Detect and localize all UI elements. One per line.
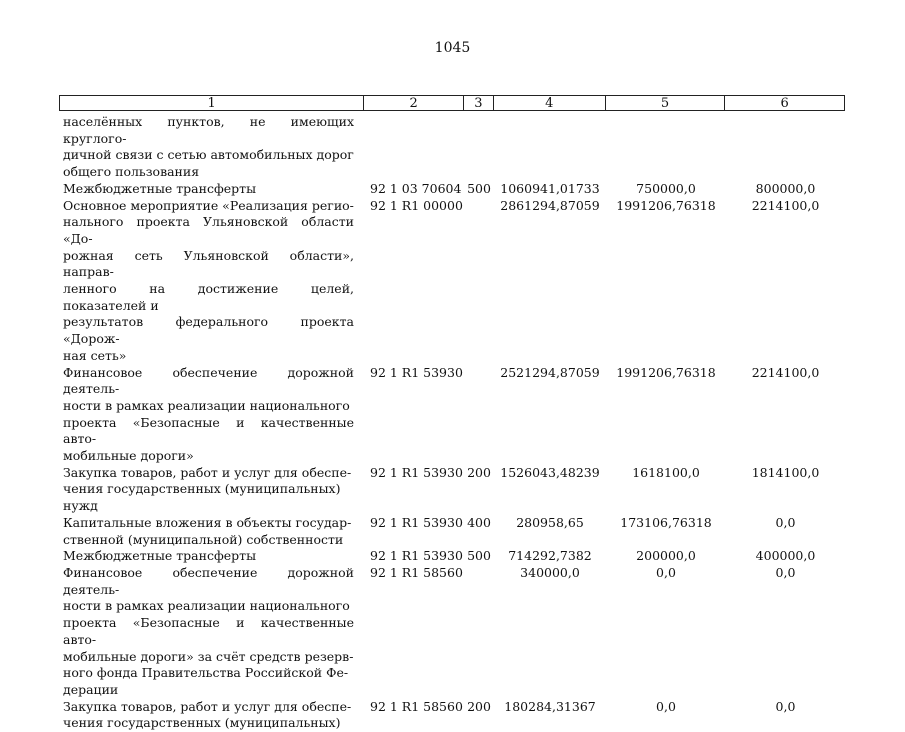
description-line: Межбюджетные трансферты: [63, 180, 257, 196]
description-line: общего пользования: [63, 164, 200, 180]
row-description: [59, 515, 364, 548]
description-line: ленного на достижение целей, показателей и: [63, 281, 354, 313]
row-code: 92 1 R1 53930: [370, 364, 463, 380]
row-value-col6: 0,0: [775, 514, 796, 530]
row-value-col6: 800000,0: [755, 180, 816, 196]
column-header-4: 4: [494, 96, 606, 110]
row-value-col5: 1991206,76318: [616, 197, 716, 213]
table-row: [59, 565, 845, 699]
description-line: дерации: [63, 681, 119, 697]
row-value-col6: 0,0: [775, 564, 796, 580]
row-description: [59, 565, 364, 699]
row-value-col5: 0,0: [656, 698, 676, 714]
row-value-col4: 180284,31367: [504, 698, 596, 714]
row-code: [364, 114, 464, 181]
row-expense-type: 200: [467, 698, 491, 714]
column-header-5: 5: [606, 96, 726, 110]
row-description: [59, 198, 364, 365]
description-line: Финансовое обеспечение дорожной деятель-: [63, 564, 354, 597]
description-line: ности в рамках реализации национального: [63, 397, 350, 413]
row-description: [59, 699, 364, 732]
row-expense-type: [464, 114, 494, 181]
row-expense-type: [464, 198, 494, 365]
description-line: Межбюджетные трансферты: [63, 548, 257, 564]
table-row: [59, 365, 845, 465]
table-row: [59, 699, 845, 732]
row-value-col6: 1814100,0: [751, 464, 820, 480]
description-line: населённых пунктов, не имеющих круглого-: [63, 114, 354, 146]
page-number: 1045: [434, 40, 471, 56]
row-value-col5: [606, 114, 726, 181]
table-row: [59, 515, 845, 548]
row-value-col5: 173106,76318: [620, 514, 712, 530]
description-line: нального проекта Ульяновской области «До-: [63, 214, 354, 246]
description-line: ного фонда Правительства Российской Фе-: [63, 665, 349, 681]
table-row: [59, 181, 845, 198]
description-line: мобильные дороги» за счёт средств резерв-: [63, 648, 354, 664]
description-line: ности в рамках реализации национального: [63, 598, 350, 614]
table-row: [59, 114, 845, 181]
description-line: дичной связи с сетью автомобильных дорог: [63, 147, 354, 163]
column-header-2: 2: [364, 96, 464, 110]
row-value-col6: 2214100,0: [751, 364, 820, 380]
description-line: мобильные дороги»: [63, 448, 194, 464]
row-value-col4: 2521294,87059: [500, 364, 600, 380]
column-header-6: 6: [780, 96, 789, 111]
description-line: ная сеть»: [63, 347, 127, 363]
row-description: [59, 181, 364, 198]
description-line: ственной (муниципальной) собственности: [63, 531, 344, 547]
table-body: [59, 114, 845, 732]
row-value-col5: 1991206,76318: [616, 364, 716, 380]
row-expense-type: 400: [467, 514, 491, 530]
row-value-col6: 400000,0: [755, 548, 816, 564]
row-expense-type: [464, 365, 494, 465]
row-expense-type: 500: [467, 180, 491, 196]
description-line: результатов федерального проекта «Дорож-: [63, 314, 354, 347]
description-line: проекта «Безопасные и качественные авто-: [63, 615, 354, 647]
column-header-3: 3: [464, 96, 494, 110]
row-value-col4: 280958,65: [516, 514, 584, 530]
description-line: Закупка товаров, работ и услуг для обеспе-: [63, 698, 352, 714]
row-code: 92 1 R1 53930: [370, 548, 463, 564]
row-value-col4: 1060941,01733: [500, 180, 600, 196]
row-value-col4: 2861294,87059: [500, 197, 600, 213]
column-header-1: 1: [60, 96, 364, 110]
row-description: [59, 465, 364, 515]
row-value-col4: 340000,0: [520, 564, 580, 580]
row-code: 92 1 03 70604: [370, 180, 462, 196]
table-row: [59, 548, 845, 565]
row-value-col5: 750000,0: [636, 180, 696, 196]
row-code: 92 1 R1 53930: [370, 514, 463, 530]
row-code: 92 1 R1 53930: [370, 464, 463, 480]
row-value-col4: 714292,7382: [508, 548, 592, 564]
row-expense-type: 500: [467, 548, 491, 564]
description-line: Основное мероприятие «Реализация регио-: [63, 197, 354, 213]
description-line: нужд: [63, 498, 98, 514]
row-value-col5: 0,0: [656, 564, 676, 580]
row-value-col6: [726, 114, 845, 181]
row-description: [59, 114, 364, 181]
row-value-col6: 2214100,0: [751, 197, 820, 213]
description-line: Капитальные вложения в объекты государ-: [63, 514, 352, 530]
row-expense-type: 200: [467, 464, 491, 480]
description-line: рожная сеть Ульяновской области», направ-: [63, 247, 354, 280]
row-expense-type: [464, 565, 494, 699]
table-header-row: [59, 95, 845, 111]
description-line: чения государственных (муниципальных): [63, 481, 341, 497]
row-value-col6: 0,0: [775, 698, 796, 714]
row-value-col4: [494, 114, 606, 181]
description-line: проекта «Безопасные и качественные авто-: [63, 414, 354, 447]
description-line: Финансовое обеспечение дорожной деятель-: [63, 364, 354, 397]
row-value-col5: 1618100,0: [632, 464, 700, 480]
row-description: [59, 548, 364, 565]
row-value-col5: 200000,0: [636, 548, 696, 564]
description-line: Закупка товаров, работ и услуг для обеспе-: [63, 464, 352, 480]
row-value-col4: 1526043,48239: [500, 464, 600, 480]
table-row: [59, 198, 845, 365]
row-code: 92 1 R1 00000: [370, 197, 463, 213]
row-code: 92 1 R1 58560: [370, 564, 463, 580]
row-description: [59, 365, 364, 465]
row-code: 92 1 R1 58560: [370, 698, 463, 714]
table-row: [59, 465, 845, 515]
description-line: чения государственных (муниципальных): [63, 715, 341, 731]
